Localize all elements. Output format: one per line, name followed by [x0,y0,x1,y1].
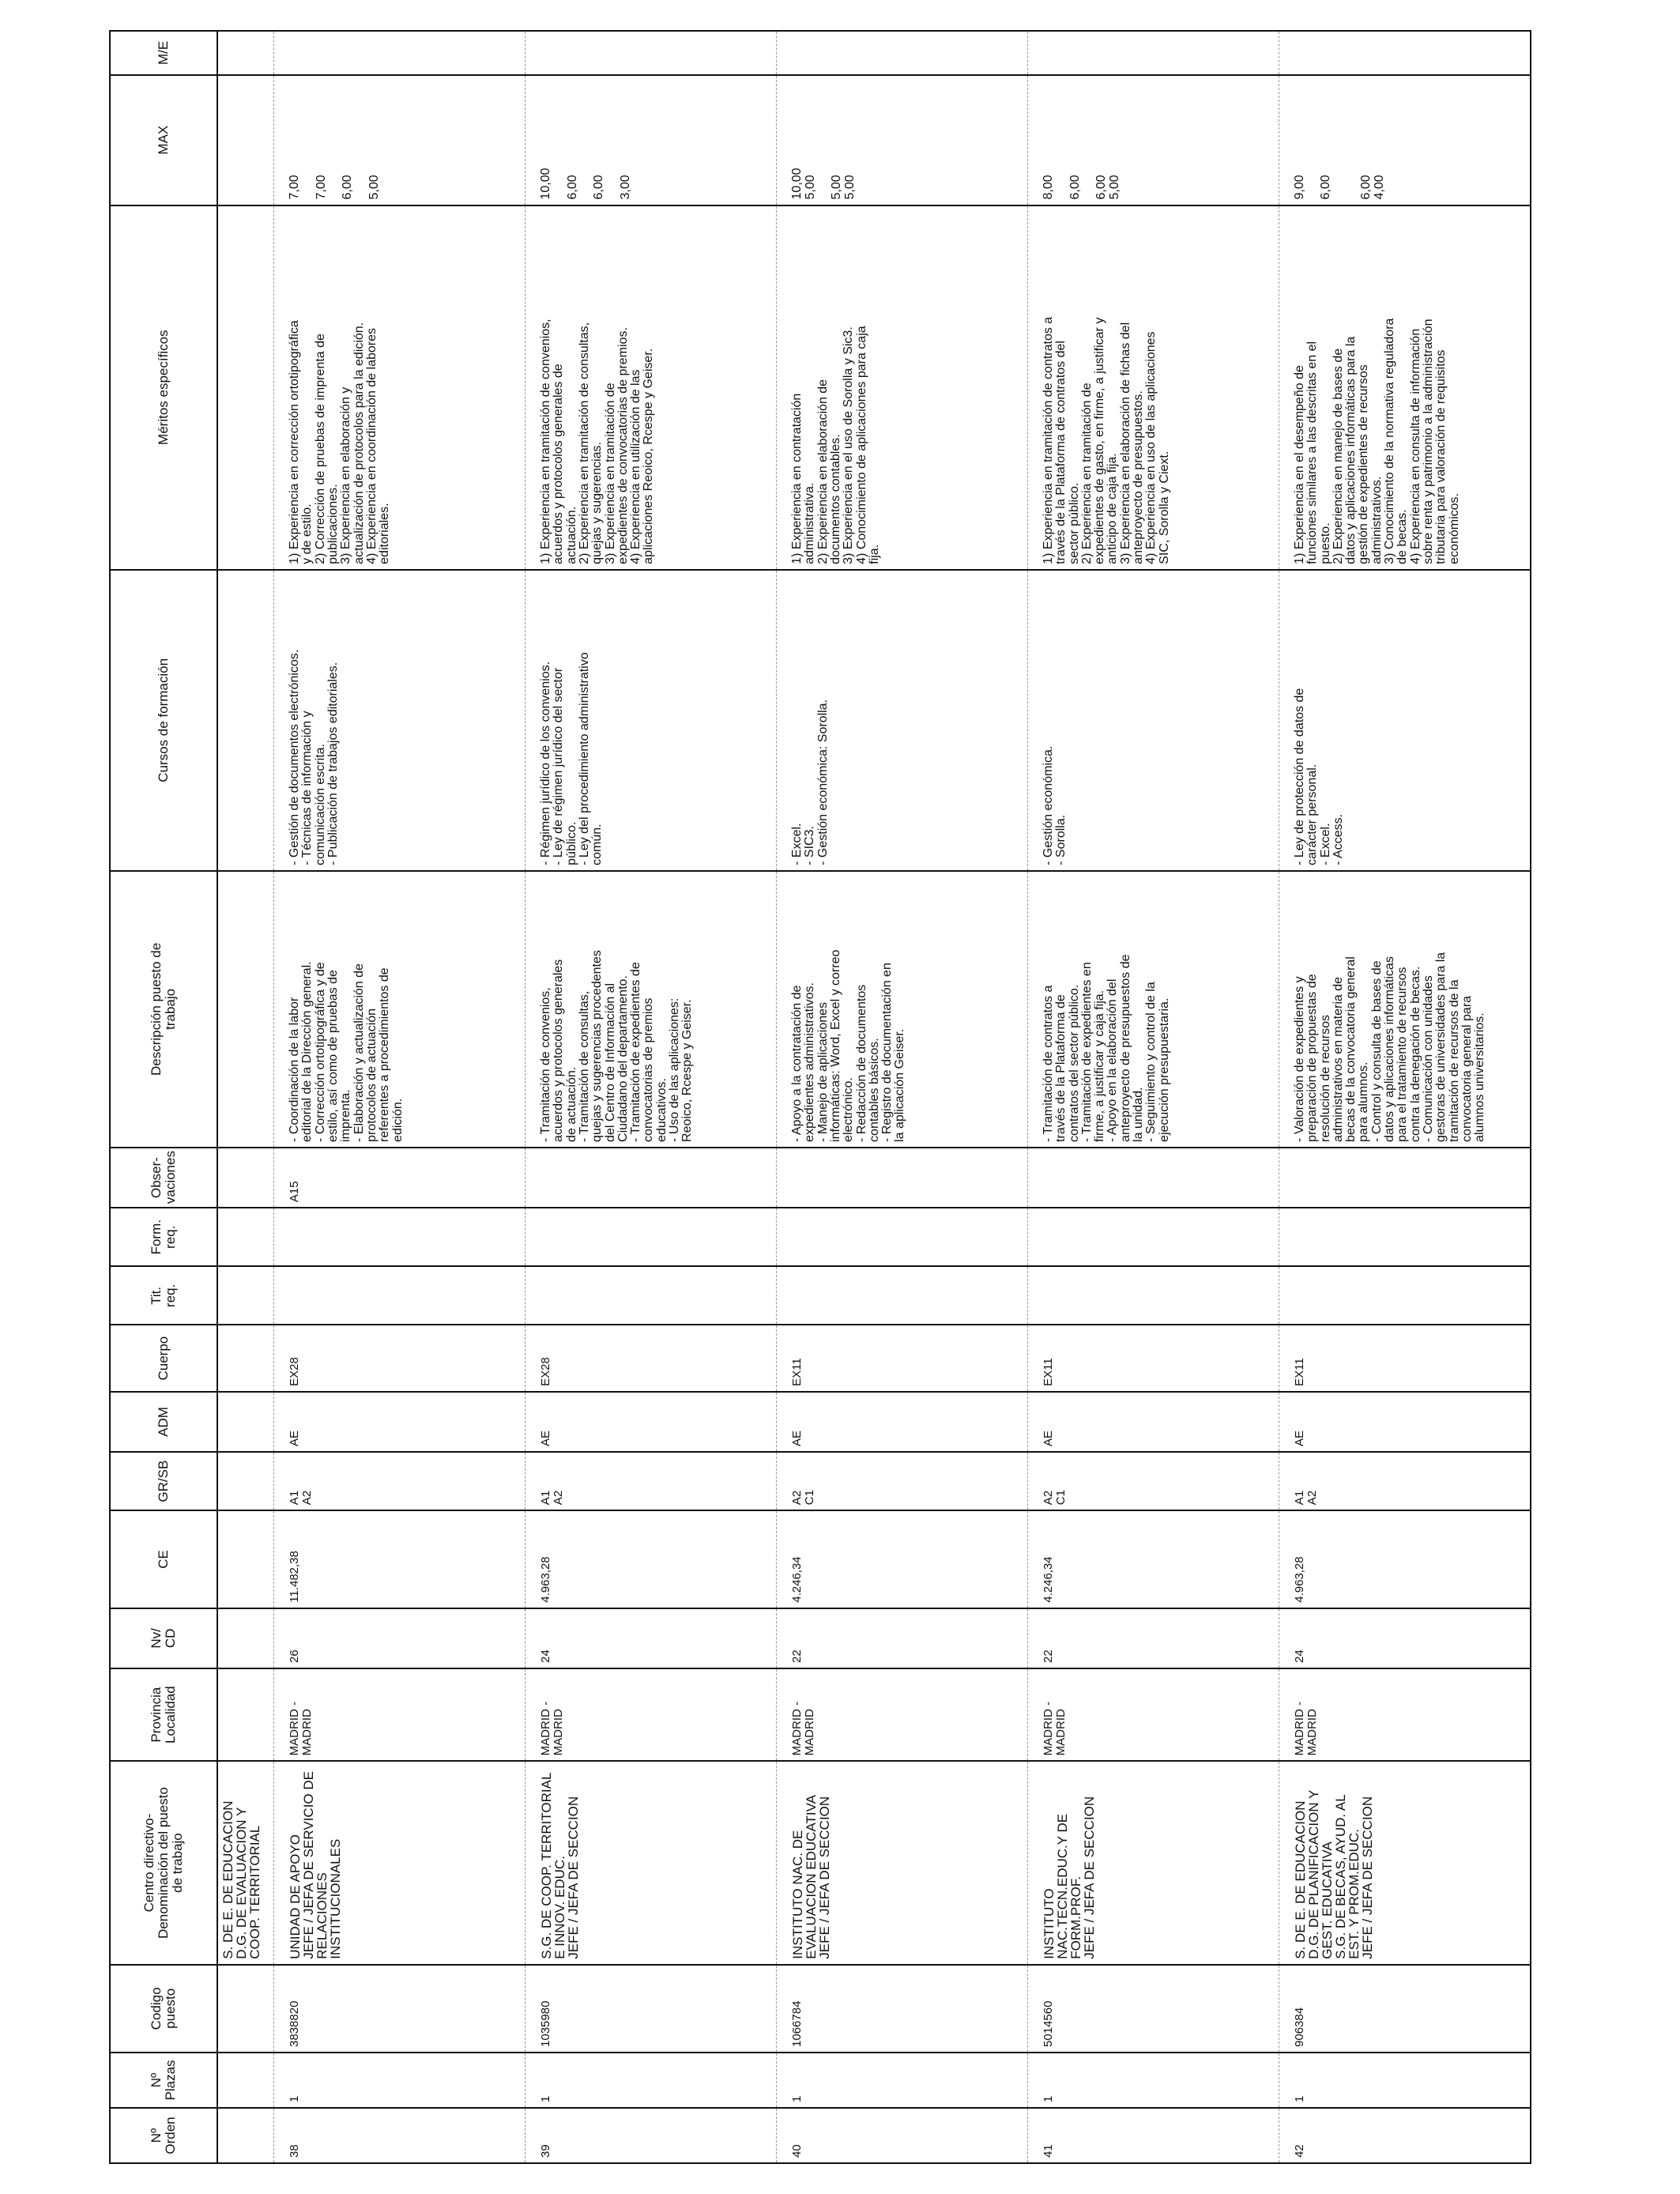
provincia-cell: MADRID - MADRID [274,1668,525,1761]
header-centro: Centro directivo- Denominación del puesto de trabajo [110,1761,217,1964]
centro-cell [1279,1761,1531,1964]
form-cell [1027,1208,1279,1266]
orden-cell: 39 [525,2108,776,2163]
orden-cell: 40 [776,2108,1027,2163]
meritos-cell: 1) Experiencia en contratación administrativa. 2) Experiencia en elaboración de documentos contables. 3) Experiencia en el uso de Sorolla y Sic3. 4) Conocimiento de aplicaciones para caja fija. [776,205,1027,570]
form-cell [525,1208,776,1266]
obs-cell [1027,1148,1279,1208]
header-ce: CE [110,1510,217,1608]
adm-cell: AE [525,1392,776,1452]
cursos-cell: - Gestión de documentos electrónicos. - Técnicas de información y comunicación escrita. - Publicación de trabajos editoriales. [274,570,525,871]
plazas-cell: 1 [776,2053,1027,2108]
me-cell [1279,31,1531,75]
me-cell [274,31,525,75]
meritos-cell: 1) Experiencia en tramitación de contratos a través de la Plataforma de contratos del sector público. 2) Experiencia en tramitación de expedientes de gasto, en firme, a justificar y anticipo de caja fija. 3) Experiencia en elaboración de fichas del anteproyecto de presupuestos. 4) Experiencia en uso de las aplicaciones SIC, Sorolla y Ciext. [1027,205,1279,570]
centro-cell [525,1761,776,1964]
header-plazas: Nº Plazas [110,2053,217,2108]
adm-cell: AE [776,1392,1027,1452]
orden-cell: 41 [1027,2108,1279,2163]
provincia-cell: MADRID - MADRID [1027,1668,1279,1761]
provincia-cell: MADRID - MADRID [776,1668,1027,1761]
table-row [776,31,1027,2163]
puesto-title: JEFE / JEFA DE SERVICIO DE RELACIONES INSTITUCIONALES [301,1771,344,1959]
obs-cell [525,1148,776,1208]
centro-unit: S.G. DE BECAS, AYUD. AL EST. Y PROM.EDUC. [1332,1794,1362,1959]
centro-cell [274,1761,525,1964]
grsb-cell: A1 A2 [1279,1452,1531,1510]
orden-cell: 42 [1279,2108,1531,2163]
grsb-cell: A1 A2 [525,1452,776,1510]
nivel-cell: 22 [776,1608,1027,1668]
centro-unit: UNIDAD DE APOYO [288,1834,303,1959]
centro-section-label-2: S. DE E. DE EDUCACION D.G. DE PLANIFICACION Y GEST. EDUCATIVA [1292,1789,1335,1959]
orden-cell: 38 [274,2108,525,2163]
max-cell: 7,00 7,00 6,00 5,00 [274,75,525,205]
adm-cell: AE [274,1392,525,1452]
tit-cell [1027,1266,1279,1325]
header-form: Form. req. [110,1208,217,1266]
table-row [1279,31,1531,2163]
max-cell: 8,00 6,00 6,00 5,00 [1027,75,1279,205]
header-me: M/E [110,31,217,75]
descripcion-cell: - Valoración de expedientes y preparación de propuestas de resolución de recursos administrativos en materia de becas de la convocatoria general para alumnos. - Control y consulta de bases de datos y aplicaciones informáticas para el tratamiento de recursos contra la denegación de becas. - Comunicación con unidades gestoras de universidades para la tramitación de recursos de la convocatoria general para alumnos universitarios. [1279,871,1531,1148]
plazas-cell: 1 [1279,2053,1531,2108]
ce-cell: 11.482,38 [274,1510,525,1608]
form-cell [776,1208,1027,1266]
ce-cell: 4.246,34 [1027,1510,1279,1608]
table-row [1027,31,1279,2163]
plazas-cell: 1 [1027,2053,1279,2108]
tit-cell [274,1266,525,1325]
header-nivel: Nv/ CD [110,1608,217,1668]
cuerpo-cell: EX11 [776,1325,1027,1391]
cuerpo-cell: EX11 [1279,1325,1531,1391]
adm-cell: AE [1279,1392,1531,1452]
ce-cell: 4.963,28 [1279,1510,1531,1608]
nivel-cell: 22 [1027,1608,1279,1668]
descripcion-cell: - Tramitación de contratos a través de la Plataforma de contratos del sector público. - Tramitación de expedientes en firme, a justificar y caja fija. - Apoyo en la elaboración del anteproyecto de presupuestos de la unidad. - Seguimiento y control de la ejecución presupuestaria. [1027,871,1279,1148]
adm-cell: AE [1027,1392,1279,1452]
ce-cell: 4.963,28 [525,1510,776,1608]
section-header-row [217,31,274,2163]
nivel-cell: 24 [525,1608,776,1668]
grsb-cell: A1 A2 [274,1452,525,1510]
grsb-cell: A2 C1 [776,1452,1027,1510]
codigo-cell: 5014560 [1027,1965,1279,2053]
obs-cell: A15 [274,1148,525,1208]
puesto-title: JEFE / JEFA DE SECCION [816,1796,832,1959]
codigo-cell: 906384 [1279,1965,1531,2053]
cursos-cell: - Gestión económica. - Sorolla. [1027,570,1279,871]
nivel-cell: 24 [1279,1608,1531,1668]
provincia-cell: MADRID - MADRID [525,1668,776,1761]
puesto-title: JEFE / JEFA DE SECCION [565,1796,581,1959]
form-cell [274,1208,525,1266]
puesto-title: JEFE / JEFA DE SECCION [1081,1796,1097,1959]
header-max: MAX [110,75,217,205]
centro-section-label: S. DE E. DE EDUCACION D.G. DE EVALUACION Y COOP. TERRITORIAL [217,1761,274,1964]
centro-cell [776,1761,1027,1964]
header-provincia: Provincia Localidad [110,1668,217,1761]
centro-cell [1027,1761,1279,1964]
tit-cell [1279,1266,1531,1325]
max-cell: 10,00 6,00 6,00 3,00 [525,75,776,205]
max-cell: 10,00 5,00 5,00 5,00 [776,75,1027,205]
header-orden: Nº Orden [110,2108,217,2163]
nivel-cell: 26 [274,1608,525,1668]
header-row [110,31,217,2163]
cursos-cell: - Excel. - SIC3. - Gestión económica: Sorolla. [776,570,1027,871]
cursos-cell: - Régimen jurídico de los convenios. - Ley de régimen jurídico del sector público. - Ley del procedimiento administrativo común. [525,570,776,871]
centro-unit: INSTITUTO NAC. DE EVALUACION EDUCATIVA [789,1794,819,1959]
cuerpo-cell: EX28 [274,1325,525,1391]
header-adm: ADM [110,1392,217,1452]
header-meritos: Méritos específicos [110,205,217,570]
obs-cell [1279,1148,1531,1208]
ce-cell: 4.246,34 [776,1510,1027,1608]
tit-cell [525,1266,776,1325]
meritos-cell: 1) Experiencia en tramitación de convenios, acuerdos y protocolos generales de actuación. 2) Experiencia en tramitación de consultas, quejas y sugerencias. 3) Experiencia en tramitación de expedientes de convocatorias de premios. 4) Experiencia en utilización de las aplicaciones Reoico, Rcespe y Geiser. [525,205,776,570]
me-cell [525,31,776,75]
header-obs: Obser- vaciones [110,1148,217,1208]
plazas-cell: 1 [525,2053,776,2108]
centro-unit: S.G. DE COOP. TERRITORIAL E INNOV. EDUC. [538,1772,567,1959]
codigo-cell: 1035980 [525,1965,776,2053]
descripcion-cell: - Apoyo a la contratación de expedientes administrativos. - Manejo de aplicaciones informáticas: Word, Excel y correo electrónico. - Redacción de documentos contables básicos. - Registro de documentación en la aplicación Geiser. [776,871,1027,1148]
codigo-cell: 3838820 [274,1965,525,2053]
grsb-cell: A2 C1 [1027,1452,1279,1510]
centro-unit: INSTITUTO NAC.TECN.EDUC.Y DE FORM.PROF. [1041,1813,1083,1959]
header-tit: Tit. req. [110,1266,217,1325]
obs-cell [776,1148,1027,1208]
plazas-cell: 1 [274,2053,525,2108]
header-codigo: Codigo puesto [110,1965,217,2053]
provincia-cell: MADRID - MADRID [1279,1668,1531,1761]
max-cell: 9,00 6,00 6,00 4,00 [1279,75,1531,205]
header-cursos: Cursos de formación [110,570,217,871]
cuerpo-cell: EX28 [525,1325,776,1391]
table-row [274,31,525,2163]
rotated-document-sheet [109,30,1531,2164]
puesto-title: JEFE / JEFA DE SECCION [1359,1796,1375,1959]
header-grsb: GR/SB [110,1452,217,1510]
codigo-cell: 1066784 [776,1965,1027,2053]
header-descripcion: Descripción puesto de trabajo [110,871,217,1148]
job-listing-table [109,30,1531,2164]
meritos-cell: 1) Experiencia en corrección ortotipográfica y de estilo. 2) Corrección de pruebas de imprenta de publicaciones. 3) Experiencia en elaboración y actualización de protocolos para la edición. 4) Experiencia en coordinación de labores editoriales. [274,205,525,570]
descripcion-cell: - Tramitación de convenios, acuerdos y protocolos generales de actuación. - Tramitación de consultas, quejas y sugerencias procedentes del Centro de Información al Ciudadano del departamento. - Tramitación de expedientes de convocatorias de premios educativos. - Uso de las aplicaciones: Reoico, Rcespe y Geiser. [525,871,776,1148]
header-cuerpo: Cuerpo [110,1325,217,1391]
me-cell [776,31,1027,75]
cuerpo-cell: EX11 [1027,1325,1279,1391]
descripcion-cell: - Coordinación de la labor editorial de la Dirección general. - Corrección ortotipográfica y de estilo, así como de pruebas de imprenta. - Elaboración y actualización de protocolos de actuación referentes a procedimientos de edición. [274,871,525,1148]
table-row [525,31,776,2163]
tit-cell [776,1266,1027,1325]
cursos-cell: - Ley de protección de datos de carácter personal. - Excel. - Access. [1279,570,1531,871]
form-cell [1279,1208,1531,1266]
me-cell [1027,31,1279,75]
meritos-cell: 1) Experiencia en el desempeño de funciones similares a las descritas en el puesto. 2) Experiencia en manejo de bases de datos y aplicaciones informáticas para la gestión de expedientes de recursos administrativos. 3) Conocimiento de la normativa reguladora de becas. 4) Experiencia en consulta de información sobre renta y patrimonio a la administración tributaria para valoración de requisitos económicos. [1279,205,1531,570]
